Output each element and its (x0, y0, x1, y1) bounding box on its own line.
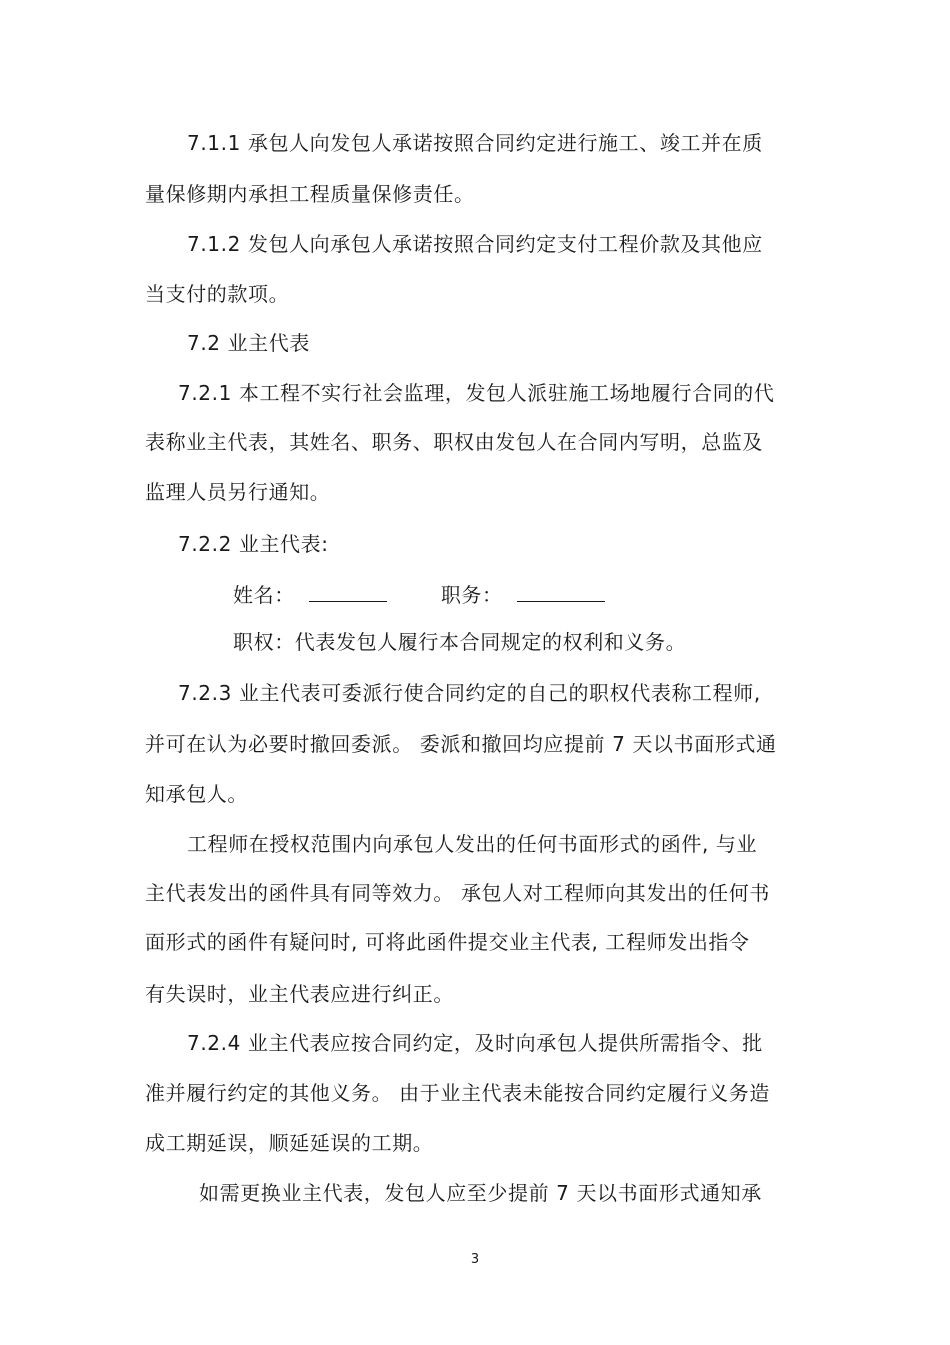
name-label: 姓名： (233, 583, 295, 607)
text-line: 知承包人。 (145, 782, 248, 806)
name-position-row (233, 581, 605, 607)
text-line: 量保修期内承担工程质量保修责任。 (145, 182, 475, 206)
text-line: 职权：代表发包人履行本合同规定的权利和义务。 (233, 630, 687, 654)
text-line: 7.2.1 本工程不实行社会监理，发包人派驻施工场地履行合同的代 (178, 381, 775, 405)
text-line: 并可在认为必要时撤回委派。 委派和撤回均应提前 7 天以书面形式通 (145, 732, 777, 756)
position-blank-field (517, 581, 605, 602)
text-line: 面形式的函件有疑问时, 可将此函件提交业主代表, 工程师发出指令 (145, 930, 750, 954)
name-blank-field (309, 581, 387, 602)
text-line: 7.2.4 业主代表应按合同约定，及时向承包人提供所需指令、批 (187, 1031, 763, 1055)
text-line: 监理人员另行通知。 (145, 480, 331, 504)
text-line: 表称业主代表，其姓名、职务、职权由发包人在合同内写明，总监及 (145, 430, 763, 454)
text-line: 主代表发出的函件具有同等效力。 承包人对工程师向其发出的任何书 (145, 881, 770, 905)
text-line: 有失误时，业主代表应进行纠正。 (145, 982, 454, 1006)
text-line: 7.2.3 业主代表可委派行使合同约定的自己的职权代表称工程师, (178, 681, 761, 705)
section-heading: 7.2 业主代表 (187, 331, 310, 355)
text-line: 当支付的款项。 (145, 282, 290, 306)
text-line: 7.1.2 发包人向承包人承诺按照合同约定支付工程价款及其他应 (187, 232, 763, 256)
subsection-heading: 7.2.2 业主代表: (178, 532, 329, 556)
text-line: 成工期延误，顺延延误的工期。 (145, 1131, 434, 1155)
text-line: 7.1.1 承包人向发包人承诺按照合同约定进行施工、竣工并在质 (187, 131, 763, 155)
page-number: 3 (470, 1252, 480, 1267)
text-line: 准并履行约定的其他义务。 由于业主代表未能按合同约定履行义务造 (145, 1081, 770, 1105)
text-line: 如需更换业主代表，发包人应至少提前 7 天以书面形式通知承 (199, 1181, 762, 1205)
text-line: 工程师在授权范围内向承包人发出的任何书面形式的函件, 与业 (187, 832, 758, 856)
position-label: 职务： (440, 583, 503, 607)
